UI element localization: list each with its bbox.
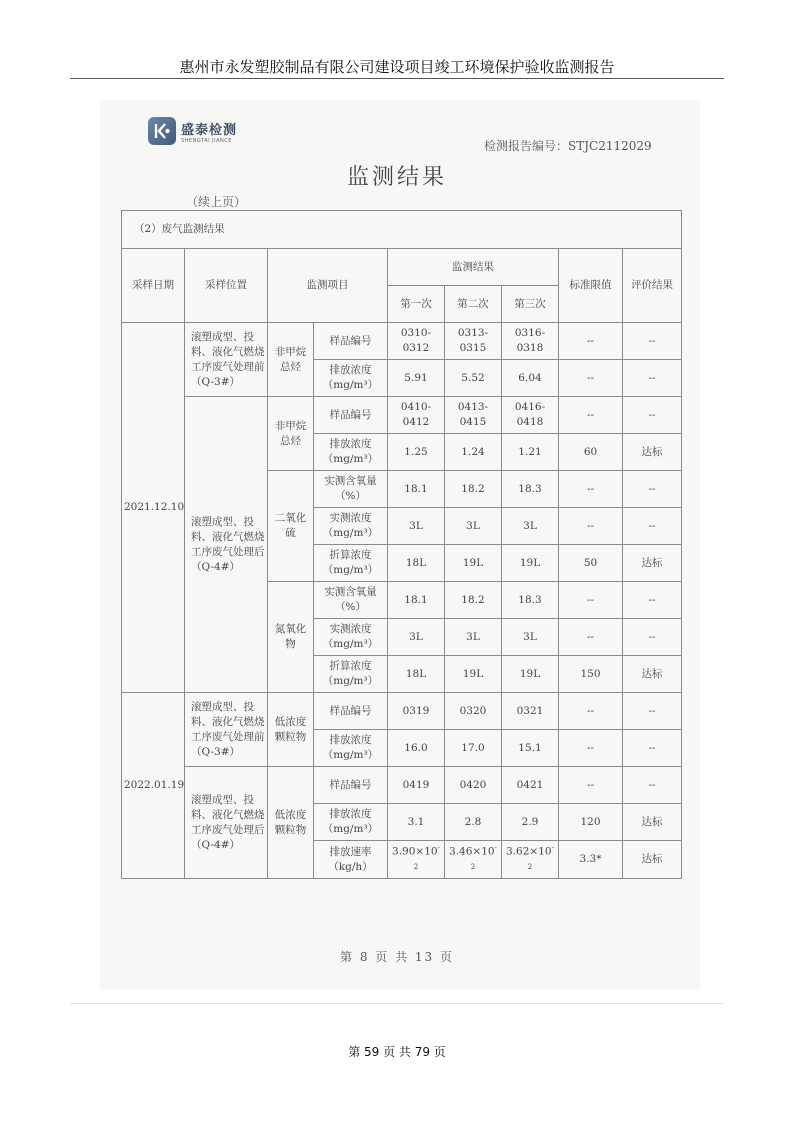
- evaluation-cell: --: [623, 397, 682, 434]
- param-cell: 折算浓度 （mg/m³）: [314, 545, 388, 582]
- limit-cell: --: [559, 619, 623, 656]
- param-cell: 排放浓度 （mg/m³）: [314, 804, 388, 841]
- limit-cell: --: [559, 730, 623, 767]
- pollutant-cell: 非甲烷总烃: [268, 397, 314, 471]
- limit-cell: 50: [559, 545, 623, 582]
- limit-cell: --: [559, 508, 623, 545]
- param-cell: 实测浓度 （mg/m³）: [314, 508, 388, 545]
- table-row: [122, 397, 682, 434]
- limit-cell: 150: [559, 656, 623, 693]
- location-cell: 滚塑成型、投料、液化气燃烧工序废气处理前（Q-3#）: [185, 693, 268, 767]
- value-cell: 0313-0315: [445, 323, 502, 360]
- page-title: 监测结果: [346, 165, 447, 190]
- param-cell: 实测浓度 （mg/m³）: [314, 619, 388, 656]
- header-limit: 标准限值: [559, 249, 623, 323]
- param-cell: 样品编号: [314, 767, 388, 804]
- location-cell: 滚塑成型、投料、液化气燃烧工序废气处理前（Q-3#）: [185, 323, 268, 397]
- value-cell: 0310-0312: [388, 323, 445, 360]
- value-cell: 19L: [445, 545, 502, 582]
- value-cell: $3.62\times 10^{-2}$: [502, 841, 559, 879]
- value-cell: 0319: [388, 693, 445, 730]
- header-result: 监测结果: [388, 249, 559, 286]
- date-cell: 2021.12.10: [122, 323, 185, 693]
- company-logo: [148, 117, 237, 145]
- date-cell: 2022.01.19: [122, 693, 185, 879]
- limit-cell: --: [559, 582, 623, 619]
- footer-page-number: 第 59 页 共 79 页: [348, 1045, 446, 1059]
- value-cell: 3L: [445, 619, 502, 656]
- value-cell: 1.25: [388, 434, 445, 471]
- footer-divider: [70, 1003, 724, 1004]
- value-cell: 0421: [502, 767, 559, 804]
- header-evaluation: 评价结果: [623, 249, 682, 323]
- param-cell: 样品编号: [314, 323, 388, 360]
- value-cell: 19L: [502, 656, 559, 693]
- param-cell: 排放浓度 （mg/m³）: [314, 434, 388, 471]
- value-cell: 3L: [502, 508, 559, 545]
- value-cell: 18.2: [445, 471, 502, 508]
- value-cell: 18L: [388, 545, 445, 582]
- value-cell: 5.52: [445, 360, 502, 397]
- table-row: [122, 693, 682, 730]
- limit-cell: --: [559, 767, 623, 804]
- value-cell: 1.24: [445, 434, 502, 471]
- value-cell: 3.1: [388, 804, 445, 841]
- evaluation-cell: --: [623, 360, 682, 397]
- param-cell: 样品编号: [314, 693, 388, 730]
- evaluation-cell: --: [623, 619, 682, 656]
- value-cell: 0410-0412: [388, 397, 445, 434]
- pollutant-cell: 低浓度颗粒物: [268, 767, 314, 879]
- limit-cell: --: [559, 471, 623, 508]
- param-cell: 排放速率 （kg/h）: [314, 841, 388, 879]
- logo-mark-icon: [148, 117, 176, 145]
- value-cell: $3.46\times 10^{-2}$: [445, 841, 502, 879]
- evaluation-cell: 达标: [623, 434, 682, 471]
- evaluation-cell: --: [623, 508, 682, 545]
- value-cell: 18.2: [445, 582, 502, 619]
- evaluation-cell: --: [623, 323, 682, 360]
- value-cell: 1.21: [502, 434, 559, 471]
- limit-cell: 120: [559, 804, 623, 841]
- evaluation-cell: --: [623, 767, 682, 804]
- limit-cell: --: [559, 323, 623, 360]
- value-cell: 18.3: [502, 471, 559, 508]
- logo-name-en: SHENGTAI JIANCE: [181, 137, 232, 144]
- param-cell: 实测含氧量 （%）: [314, 582, 388, 619]
- evaluation-cell: --: [623, 582, 682, 619]
- value-cell: $3.90\times 10^{-2}$: [388, 841, 445, 879]
- value-cell: 2.9: [502, 804, 559, 841]
- limit-cell: 3.3*: [559, 841, 623, 879]
- value-cell: 18.1: [388, 471, 445, 508]
- value-cell: 18.1: [388, 582, 445, 619]
- value-cell: 5.91: [388, 360, 445, 397]
- pollutant-cell: 非甲烷总烃: [268, 323, 314, 397]
- location-cell: 滚塑成型、投料、液化气燃烧工序废气处理后（Q-4#）: [185, 397, 268, 693]
- value-cell: 3L: [502, 619, 559, 656]
- header-item: 监测项目: [268, 249, 388, 323]
- limit-cell: --: [559, 397, 623, 434]
- value-cell: 3L: [445, 508, 502, 545]
- scanned-page-number: 第 8 页 共 13 页: [340, 950, 454, 964]
- section-title: （2）废气监测结果: [122, 211, 682, 249]
- value-cell: 17.0: [445, 730, 502, 767]
- value-cell: 0320: [445, 693, 502, 730]
- continued-note: （续上页）: [186, 195, 247, 209]
- value-cell: 0419: [388, 767, 445, 804]
- evaluation-cell: --: [623, 693, 682, 730]
- evaluation-cell: 达标: [623, 804, 682, 841]
- document-header-title: 惠州市永发塑胶制品有限公司建设项目竣工环境保护验收监测报告: [179, 58, 615, 76]
- value-cell: 0316-0318: [502, 323, 559, 360]
- value-cell: 18.3: [502, 582, 559, 619]
- limit-cell: --: [559, 360, 623, 397]
- limit-cell: --: [559, 693, 623, 730]
- value-cell: 19L: [502, 545, 559, 582]
- value-cell: 16.0: [388, 730, 445, 767]
- value-cell: 0416-0418: [502, 397, 559, 434]
- value-cell: 19L: [445, 656, 502, 693]
- results-table: [121, 210, 682, 879]
- pollutant-cell: 氮氧化物: [268, 582, 314, 693]
- param-cell: 实测含氧量 （%）: [314, 471, 388, 508]
- header-divider: [70, 78, 724, 79]
- evaluation-cell: 达标: [623, 656, 682, 693]
- header-second: 第二次: [445, 286, 502, 323]
- header-location: 采样位置: [185, 249, 268, 323]
- location-cell: 滚塑成型、投料、液化气燃烧工序废气处理后（Q-4#）: [185, 767, 268, 879]
- evaluation-cell: 达标: [623, 841, 682, 879]
- param-cell: 排放浓度 （mg/m³）: [314, 360, 388, 397]
- header-date: 采样日期: [122, 249, 185, 323]
- value-cell: 6.04: [502, 360, 559, 397]
- evaluation-cell: 达标: [623, 545, 682, 582]
- value-cell: 0413-0415: [445, 397, 502, 434]
- table-header-row: [122, 249, 682, 286]
- value-cell: 2.8: [445, 804, 502, 841]
- param-cell: 折算浓度 （mg/m³）: [314, 656, 388, 693]
- param-cell: 排放浓度 （mg/m³）: [314, 730, 388, 767]
- param-cell: 样品编号: [314, 397, 388, 434]
- pollutant-cell: 二氧化硫: [268, 471, 314, 582]
- value-cell: 18L: [388, 656, 445, 693]
- table-row: [122, 767, 682, 804]
- value-cell: 3L: [388, 508, 445, 545]
- value-cell: 15.1: [502, 730, 559, 767]
- header-third: 第三次: [502, 286, 559, 323]
- table-row: [122, 323, 682, 360]
- logo-name-cn: 盛泰检测: [181, 122, 238, 138]
- evaluation-cell: --: [623, 471, 682, 508]
- value-cell: 0321: [502, 693, 559, 730]
- pollutant-cell: 低浓度颗粒物: [268, 693, 314, 767]
- value-cell: 3L: [388, 619, 445, 656]
- header-first: 第一次: [388, 286, 445, 323]
- report-number: 检测报告编号：STJC2112029: [484, 139, 652, 153]
- limit-cell: 60: [559, 434, 623, 471]
- evaluation-cell: --: [623, 730, 682, 767]
- value-cell: 0420: [445, 767, 502, 804]
